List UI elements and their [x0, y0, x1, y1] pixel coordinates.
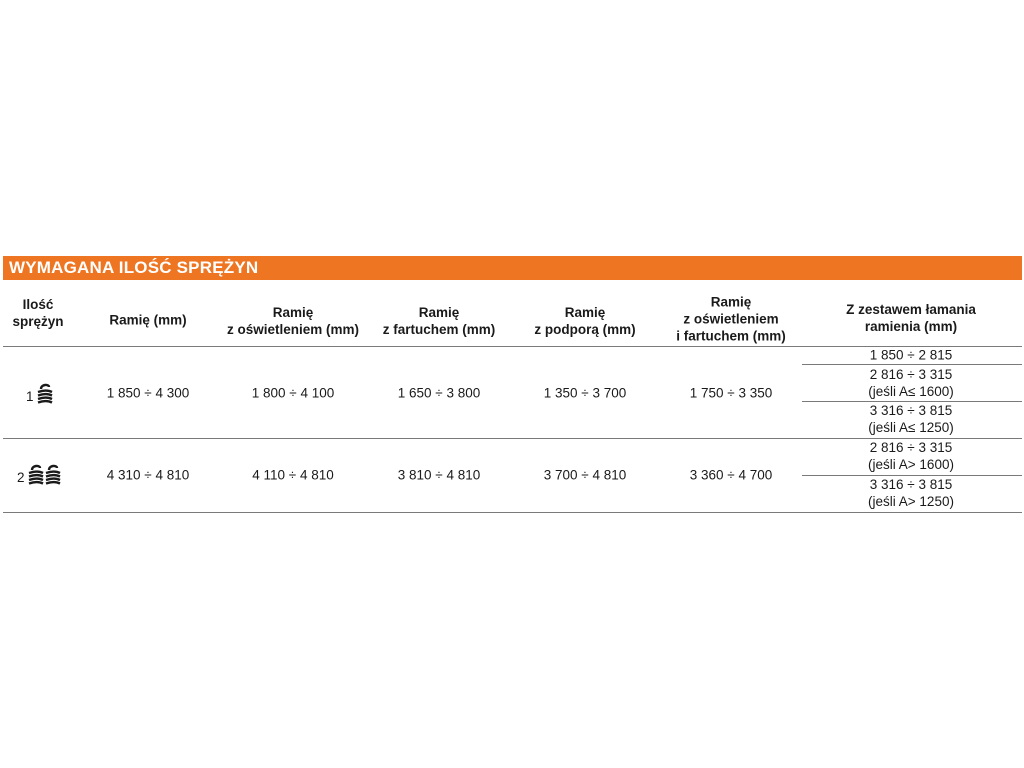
- header-arm-light-line1: Ramię: [272, 305, 314, 320]
- spring-icon: [36, 382, 54, 404]
- row2-arm: 4 310 ÷ 4 810: [106, 467, 190, 483]
- header-arm-support-line1: Ramię: [564, 305, 606, 320]
- row1-folding-3-range: 3 316 ÷ 3 815: [869, 403, 953, 418]
- row2-folding-2: [868, 476, 954, 510]
- header-arm-apron-line1: Ramię: [418, 305, 460, 320]
- header-arm-support-line2: z podporą (mm): [534, 322, 636, 337]
- header-arm-light-apron: [676, 294, 786, 345]
- row1-arm-apron: 1 650 ÷ 3 800: [397, 385, 481, 401]
- header-arm-apron-line2: z fartuchem (mm): [382, 322, 496, 337]
- header-arm-light-apron-line1: Ramię: [710, 294, 752, 310]
- header-arm-light-apron-line2: z oświetleniem: [683, 311, 779, 327]
- row1-arm: 1 850 ÷ 4 300: [106, 385, 190, 401]
- row2-folding-2-range: 3 316 ÷ 3 815: [869, 477, 953, 492]
- row2-arm-apron: 3 810 ÷ 4 810: [397, 467, 481, 483]
- header-arm-support: [534, 304, 635, 338]
- row2-folding-2-condition: (jeśli A> 1250): [868, 494, 954, 509]
- double-spring-icon: [27, 463, 63, 485]
- table-bottom-border: [3, 512, 1022, 513]
- header-arm-folding: [846, 301, 976, 335]
- header-springs: [12, 296, 63, 330]
- row1-folding-1: [870, 347, 952, 364]
- header-arm-light-line2: z oświetleniem (mm): [226, 322, 360, 337]
- row2-folding-1-condition: (jeśli A> 1600): [868, 457, 954, 472]
- header-arm-apron: [383, 304, 496, 338]
- row2-arm-light: 4 110 ÷ 4 810: [252, 467, 334, 483]
- header-arm-folding-line2: ramienia (mm): [864, 319, 958, 334]
- row1-folding-2: [868, 366, 953, 400]
- row1-arm-light-apron: 1 750 ÷ 3 350: [689, 385, 773, 401]
- header-arm-line1: Ramię (mm): [109, 312, 187, 328]
- header-springs-line1: Ilość: [22, 297, 54, 312]
- header-arm-light-apron-line3: i fartuchem (mm): [676, 328, 786, 344]
- header-arm: [109, 312, 186, 329]
- row2-folding-1: [868, 439, 954, 473]
- row1-folding-1-range: 1 850 ÷ 2 815: [869, 347, 953, 363]
- header-springs-line2: sprężyn: [12, 314, 64, 329]
- row2-folding-1-range: 2 816 ÷ 3 315: [869, 440, 953, 455]
- folding-divider-1: [802, 364, 1022, 365]
- row2-springs-count: 2: [17, 470, 25, 485]
- row1-folding-2-range: 2 816 ÷ 3 315: [869, 367, 953, 382]
- row1-springs: [26, 382, 54, 404]
- row1-folding-2-condition: (jeśli A≤ 1600): [868, 384, 954, 399]
- table-title: WYMAGANA ILOŚĆ SPRĘŻYN: [3, 256, 1022, 280]
- row2-arm-light-apron: 3 360 ÷ 4 700: [689, 467, 773, 483]
- row1-arm-support: 1 350 ÷ 3 700: [543, 385, 627, 401]
- row1-folding-3-condition: (jeśli A≤ 1250): [868, 420, 954, 435]
- row1-springs-count: 1: [26, 389, 34, 404]
- header-arm-light: [227, 304, 359, 338]
- row2-arm-support: 3 700 ÷ 4 810: [543, 467, 627, 483]
- row1-arm-light: 1 800 ÷ 4 100: [251, 385, 335, 401]
- row2-springs: [17, 463, 63, 485]
- header-arm-folding-line1: Z zestawem łamania: [846, 302, 976, 317]
- row1-folding-3: [868, 402, 953, 436]
